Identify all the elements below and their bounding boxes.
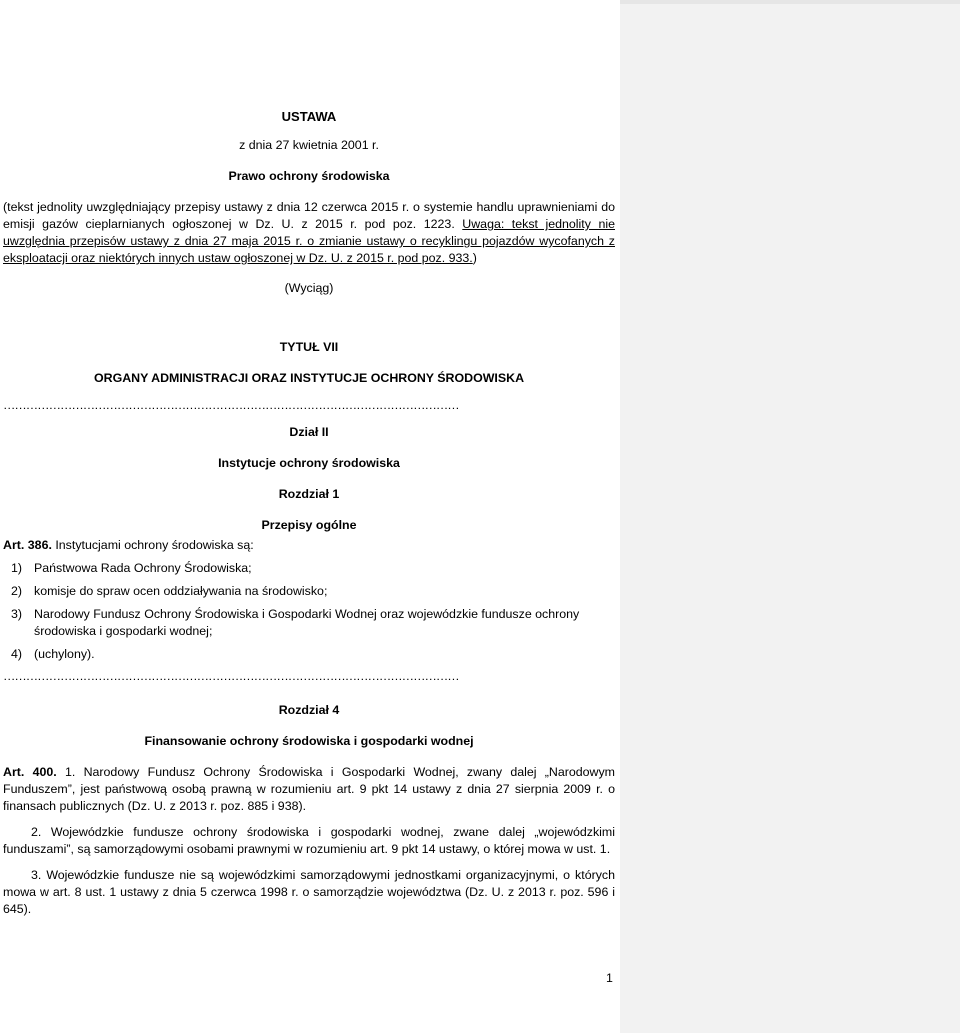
list-item-text: Narodowy Fundusz Ochrony Środowiska i Gospodarki Wodnej oraz wojewódzkie fundusze ochrony środowiska i gospodarki wodnej; bbox=[34, 607, 580, 638]
list-item-number: 3) bbox=[11, 607, 23, 621]
list-item-number: 2) bbox=[11, 584, 23, 598]
list-item bbox=[11, 646, 615, 663]
list-item bbox=[11, 560, 615, 577]
document-body bbox=[3, 104, 615, 918]
list-item-number: 1) bbox=[11, 561, 23, 575]
list-item-text: (uchylony). bbox=[34, 647, 95, 661]
list-item-number: 4) bbox=[11, 647, 23, 661]
title-heading: TYTUŁ VII bbox=[279, 340, 339, 354]
page-number: 1 bbox=[606, 971, 613, 985]
article-400-p1-text: 1. Narodowy Fundusz Ochrony Środowiska i Gospodarki Wodnej, zwany dalej „Narodowym Funduszem”, jest państwową osobą prawną w rozumieniu art. 9 pkt 14 ustawy z dnia 27 sierpnia 2009 r. o finansach publicznych (Dz. U. z 2013 r. poz. 885 i 938). bbox=[3, 765, 615, 813]
list-item-text: Państwowa Rada Ochrony Środowiska; bbox=[34, 561, 252, 575]
article-400-paragraph-2: 2. Wojewódzkie fundusze ochrony środowiska i gospodarki wodnej, zwane dalej „wojewódzkimi funduszami”, są samorządowymi osobami prawnymi w rozumieniu art. 9 pkt 14 ustawy, o której mowa w ust. 1. bbox=[3, 825, 615, 856]
consolidated-text-note bbox=[3, 199, 615, 267]
note-close: ) bbox=[472, 251, 477, 265]
omission-ellipsis: ………………………………………………………………………………………………………… bbox=[3, 398, 459, 412]
comment-pane bbox=[620, 0, 960, 1033]
title-name: ORGANY ADMINISTRACJI ORAZ INSTYTUCJE OCHRONY ŚRODOWISKA bbox=[93, 371, 525, 385]
article-400-label: Art. 400. bbox=[3, 765, 57, 779]
article-400-paragraph-3: 3. Wojewódzkie fundusze nie są wojewódzkimi samorządowymi jednostkami organizacyjnymi, o których mowa w art. 8 ust. 1 ustawy z dnia 5 czerwca 1998 r. o samorządzie województwa (Dz. U. z 2013 r. poz. 596 i 645). bbox=[3, 868, 615, 916]
chapter-1-name: Przepisy ogólne bbox=[261, 518, 357, 532]
extract-label: (Wyciąg) bbox=[284, 281, 334, 295]
act-type-heading: USTAWA bbox=[281, 109, 337, 124]
article-386-label: Art. 386. bbox=[3, 538, 52, 552]
division-heading: Dział II bbox=[289, 425, 329, 439]
act-date: z dnia 27 kwietnia 2001 r. bbox=[239, 138, 379, 152]
list-item bbox=[11, 583, 615, 600]
chapter-4-heading: Rozdział 4 bbox=[278, 703, 340, 717]
list-item-text: komisje do spraw ocen oddziaływania na środowisko; bbox=[34, 584, 328, 598]
chapter-4-name: Finansowanie ochrony środowiska i gospodarki wodnej bbox=[144, 734, 474, 748]
division-name: Instytucje ochrony środowiska bbox=[218, 456, 400, 470]
list-item bbox=[11, 606, 615, 640]
note-text: (tekst jednolity uwzględniający przepisy ustawy z dnia 12 czerwca 2015 r. o systemie handlu uprawnieniami do emisji gazów cieplarnianych ogłoszonej w Dz. U. z 2015 r. pod poz. 1223. bbox=[3, 200, 615, 231]
article-400-paragraph-1 bbox=[3, 764, 615, 815]
article-386-text: Instytucjami ochrony środowiska są: bbox=[51, 538, 254, 552]
note-warning: Uwaga: tekst jednolity nie uwzględnia przepisów ustawy z dnia 27 maja 2015 r. o zmianie ustawy o recyklingu pojazdów wycofanych z eksploatacji oraz niektórych innych ustaw ogłoszonej w Dz. U. z 2015 r. pod poz. 933. bbox=[3, 217, 615, 265]
chapter-1-heading: Rozdział 1 bbox=[278, 487, 340, 501]
omission-ellipsis: ………………………………………………………………………………………………………… bbox=[3, 669, 459, 683]
comment-pane-top-strip bbox=[620, 0, 960, 4]
act-name: Prawo ochrony środowiska bbox=[228, 169, 390, 183]
article-386 bbox=[3, 537, 615, 554]
